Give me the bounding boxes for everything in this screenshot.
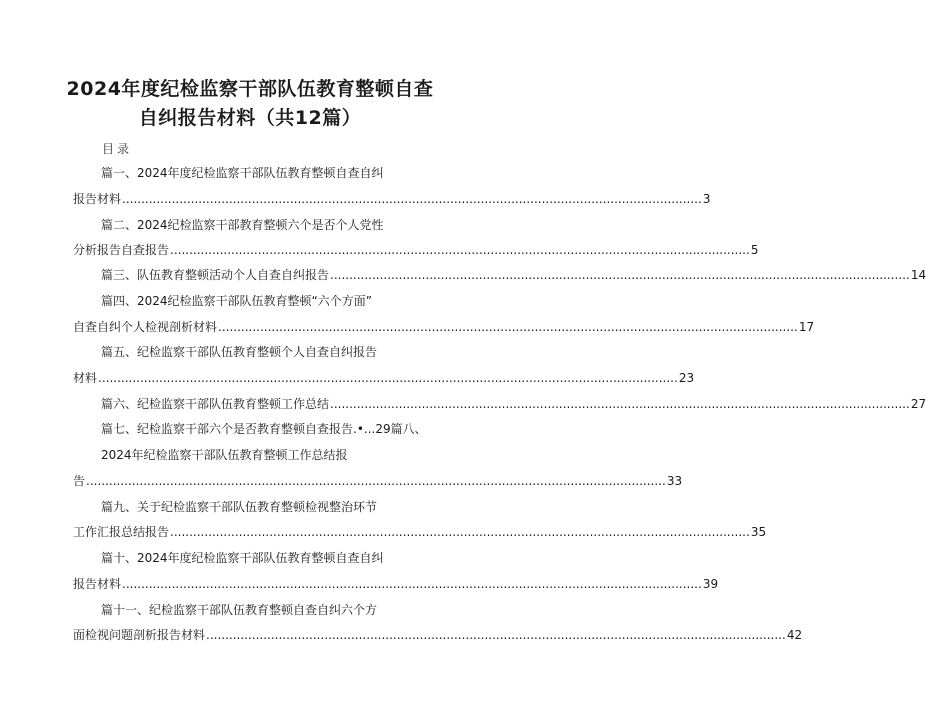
toc-entry-5[interactable] [73,371,695,385]
toc-entry-4-continuation: 自查自纠个人检视剖析材料 [73,320,218,334]
toc-entry-11-title: 篇十一、纪检监察干部队伍教育整顿自查自纠六个方 [101,603,378,617]
leader-dots: ........................................................................................................................................................ [98,371,678,385]
toc-entry-10-page: 39 [702,577,719,591]
toc-entry-2-continuation: 分析报告自查报告 [73,243,170,257]
leader-dots: ........................................................................................................................................................ [330,268,910,282]
leader-dots: ........................................................................................................................................................ [122,577,702,591]
toc-entry-4[interactable] [73,320,815,334]
leader-dots: ........................................................................................................................................................ [86,474,666,488]
toc-entry-8-page: 33 [666,474,683,488]
toc-entry-11-page: 42 [786,628,803,642]
toc-entry-2-title: 篇二、2024纪检监察干部教育整顿六个是否个人党性 [101,218,384,232]
toc-entry-1-continuation: 报告材料 [73,192,122,206]
document-title-line-1: 2024年度纪检监察干部队伍教育整顿自查 [66,78,434,100]
toc-entry-4-page: 17 [798,320,815,334]
toc-entry-8[interactable] [73,474,683,488]
document-title-line-2: 自纠报告材料（共12篇） [138,107,362,129]
leader-dots: ........................................................................................................................................................ [170,525,750,539]
leader-dots: ........................................................................................................................................................ [122,192,702,206]
toc-label: 目录 [102,142,133,156]
leader-dots: ........................................................................................................................................................ [206,628,786,642]
leader-dots: ........................................................................................................................................................ [218,320,798,334]
toc-entry-10-title: 篇十、2024年度纪检监察干部队伍教育整顿自查自纠 [101,551,384,565]
toc-entry-1-page: 3 [702,192,711,206]
toc-entry-11-continuation: 面检视问题剖析报告材料 [73,628,206,642]
toc-entry-5-title: 篇五、纪检监察干部队伍教育整顿个人自查自纠报告 [101,345,378,359]
toc-entry-4-title: 篇四、2024纪检监察干部队伍教育整顿“六个方面” [101,294,372,308]
toc-entry-10-continuation: 报告材料 [73,577,122,591]
toc-entry-1-title: 篇一、2024年度纪检监察干部队伍教育整顿自查自纠 [101,166,384,180]
leader-dots: ........................................................................................................................................................ [170,243,750,257]
toc-entry-6-title: 篇六、纪检监察干部队伍教育整顿工作总结 [101,397,330,411]
toc-entry-9-page: 35 [750,525,767,539]
toc-entry-1[interactable] [73,192,711,206]
toc-entry-8-title: 2024年纪检监察干部队伍教育整顿工作总结报 [101,448,348,462]
toc-entry-6-page: 27 [910,397,926,411]
toc-entry-3-page: 14 [910,268,926,282]
toc-entry-9-continuation: 工作汇报总结报告 [73,525,170,539]
toc-entry-3[interactable] [101,268,926,282]
toc-entry-2[interactable] [73,243,759,257]
toc-entry-2-page: 5 [750,243,759,257]
toc-entry-9[interactable] [73,525,767,539]
toc-entry-5-page: 23 [678,371,695,385]
toc-entry-10[interactable] [73,577,719,591]
toc-entry-8-continuation: 告 [73,474,86,488]
toc-entry-5-continuation: 材料 [73,371,98,385]
toc-entry-7-title[interactable]: 篇七、纪检监察干部六个是否教育整顿自查报告.•...29篇八、 [101,422,427,436]
toc-entry-6[interactable] [101,397,926,411]
toc-entry-9-title: 篇九、关于纪检监察干部队伍教育整顿检视整治环节 [101,500,378,514]
toc-entry-11[interactable] [73,628,803,642]
toc-entry-3-title: 篇三、队伍教育整顿活动个人自查自纠报告 [101,268,330,282]
leader-dots: ........................................................................................................................................................ [330,397,910,411]
